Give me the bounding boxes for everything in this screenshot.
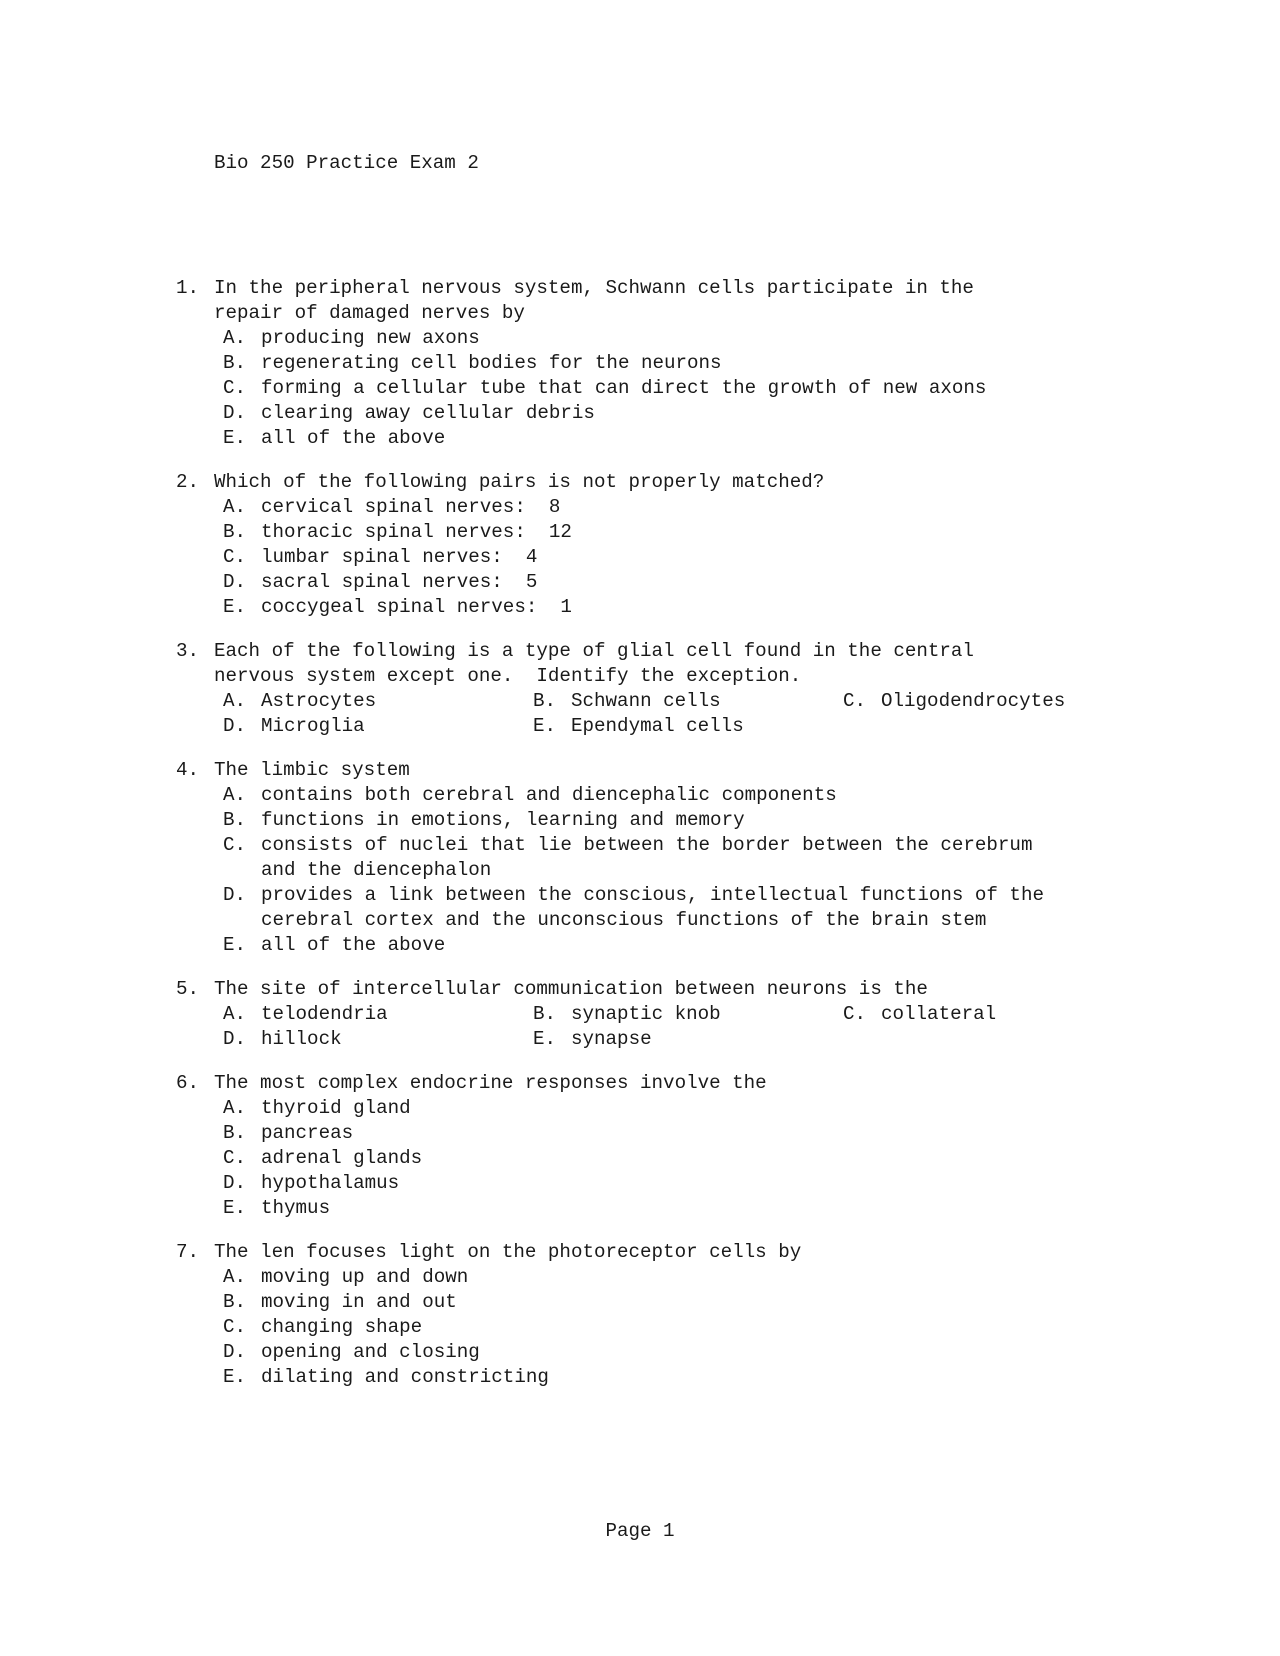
answer-option <box>223 714 533 739</box>
answer-option <box>223 1171 1176 1196</box>
question-number: 5. <box>176 978 200 1000</box>
option-letter: D. <box>223 1028 247 1050</box>
question-4 <box>176 758 1176 958</box>
answer-option <box>223 520 1176 545</box>
option-letter: E. <box>223 596 247 618</box>
question-number: 6. <box>176 1072 200 1094</box>
option-text: thymus <box>261 1197 331 1219</box>
option-text: synaptic knob <box>571 1003 721 1025</box>
option-letter: A. <box>223 784 247 806</box>
option-letter: B. <box>223 1122 247 1144</box>
option-letter: A. <box>223 1266 247 1288</box>
answer-option <box>223 570 1176 595</box>
answer-option <box>223 1290 1176 1315</box>
option-text: adrenal glands <box>261 1147 423 1169</box>
answer-option <box>223 1146 1176 1171</box>
option-text: provides a link between the conscious, intellectual functions of the cerebral cortex and the unconscious functions of the brain stem <box>261 884 1044 931</box>
answer-options <box>223 1096 1176 1221</box>
option-text: cervical spinal nerves: 8 <box>261 496 561 518</box>
question-text: In the peripheral nervous system, Schwann cells participate in the repair of damaged nerves by <box>214 277 974 324</box>
question-stem <box>176 1240 1176 1265</box>
answer-option <box>223 1315 1176 1340</box>
option-text: forming a cellular tube that can direct the growth of new axons <box>261 377 987 399</box>
option-text: hillock <box>261 1028 342 1050</box>
question-stem <box>176 1071 1176 1096</box>
option-text: coccygeal spinal nerves: 1 <box>261 596 572 618</box>
option-text: all of the above <box>261 427 446 449</box>
document-title: Bio 250 Practice Exam 2 <box>214 152 479 174</box>
question-6 <box>176 1071 1176 1221</box>
answer-option <box>223 326 1176 351</box>
option-text: functions in emotions, learning and memory <box>261 809 745 831</box>
option-text: Astrocytes <box>261 690 377 712</box>
question-text: Which of the following pairs is not properly matched? <box>214 471 825 493</box>
option-text: regenerating cell bodies for the neurons <box>261 352 722 374</box>
answer-option <box>223 1196 1176 1221</box>
answer-option <box>223 808 1176 833</box>
option-letter: E. <box>223 1366 247 1388</box>
answer-options <box>223 495 1176 620</box>
answer-option <box>223 595 1176 620</box>
option-text: dilating and constricting <box>261 1366 549 1388</box>
option-text: synapse <box>571 1028 652 1050</box>
question-number: 7. <box>176 1241 200 1263</box>
answer-option <box>533 714 843 739</box>
option-text: Oligodendrocytes <box>881 690 1066 712</box>
answer-option <box>843 1002 1153 1027</box>
option-text: Microglia <box>261 715 365 737</box>
answer-option <box>223 933 1176 958</box>
option-row <box>223 1002 1176 1027</box>
question-text: The limbic system <box>214 759 410 781</box>
question-list <box>176 276 1176 1409</box>
option-letter: B. <box>533 1003 557 1025</box>
option-text: pancreas <box>261 1122 354 1144</box>
question-number: 1. <box>176 277 200 299</box>
option-letter: E. <box>533 1028 557 1050</box>
option-row <box>223 714 1176 739</box>
option-letter: E. <box>223 934 247 956</box>
option-text: collateral <box>881 1003 997 1025</box>
option-row <box>223 689 1176 714</box>
answer-option <box>223 1265 1176 1290</box>
question-text: Each of the following is a type of glial cell found in the central nervous system except one. Identify the exception. <box>214 640 974 687</box>
answer-option <box>223 351 1176 376</box>
answer-option <box>843 689 1153 714</box>
question-text: The most complex endocrine responses involve the <box>214 1072 767 1094</box>
option-letter: A. <box>223 327 247 349</box>
option-text: Schwann cells <box>571 690 721 712</box>
option-letter: C. <box>223 1316 247 1338</box>
option-text: contains both cerebral and diencephalic components <box>261 784 837 806</box>
option-letter: B. <box>223 809 247 831</box>
question-stem <box>176 276 1176 326</box>
option-letter: C. <box>223 1147 247 1169</box>
answer-options <box>223 1265 1176 1390</box>
option-letter: A. <box>223 1097 247 1119</box>
answer-option <box>223 1027 533 1052</box>
option-letter: D. <box>223 715 247 737</box>
question-stem <box>176 639 1176 689</box>
answer-option <box>223 883 1176 933</box>
option-text: opening and closing <box>261 1341 480 1363</box>
option-text: lumbar spinal nerves: 4 <box>261 546 538 568</box>
option-letter: E. <box>533 715 557 737</box>
option-letter: E. <box>223 1197 247 1219</box>
option-letter: C. <box>223 546 247 568</box>
option-letter: B. <box>223 352 247 374</box>
answer-option <box>223 1002 533 1027</box>
answer-option <box>223 545 1176 570</box>
question-number: 2. <box>176 471 200 493</box>
question-text: The len focuses light on the photoreceptor cells by <box>214 1241 802 1263</box>
option-text: consists of nuclei that lie between the border between the cerebrum and the diencephalon <box>261 834 1033 881</box>
option-text: moving up and down <box>261 1266 469 1288</box>
question-number: 4. <box>176 759 200 781</box>
option-text: hypothalamus <box>261 1172 400 1194</box>
answer-option <box>533 1027 843 1052</box>
question-stem <box>176 470 1176 495</box>
option-letter: A. <box>223 1003 247 1025</box>
option-text: Ependymal cells <box>571 715 744 737</box>
option-text: thyroid gland <box>261 1097 411 1119</box>
answer-option <box>533 689 843 714</box>
question-3 <box>176 639 1176 739</box>
page-number: Page 1 <box>605 1520 675 1542</box>
answer-option <box>223 426 1176 451</box>
question-7 <box>176 1240 1176 1390</box>
answer-option <box>223 1096 1176 1121</box>
option-letter: B. <box>223 521 247 543</box>
question-1 <box>176 276 1176 451</box>
answer-option <box>223 1365 1176 1390</box>
answer-option <box>223 783 1176 808</box>
answer-option <box>533 1002 843 1027</box>
option-letter: B. <box>223 1291 247 1313</box>
answer-options <box>223 783 1176 958</box>
question-stem <box>176 758 1176 783</box>
option-text: moving in and out <box>261 1291 457 1313</box>
option-letter: D. <box>223 1341 247 1363</box>
option-letter: C. <box>223 834 247 856</box>
question-2 <box>176 470 1176 620</box>
answer-option <box>223 376 1176 401</box>
option-text: thoracic spinal nerves: 12 <box>261 521 572 543</box>
answer-option <box>223 495 1176 520</box>
option-letter: B. <box>533 690 557 712</box>
question-5 <box>176 977 1176 1052</box>
option-letter: E. <box>223 427 247 449</box>
option-text: changing shape <box>261 1316 423 1338</box>
answer-options <box>223 326 1176 451</box>
option-text: sacral spinal nerves: 5 <box>261 571 538 593</box>
option-letter: D. <box>223 402 247 424</box>
option-letter: C. <box>843 690 867 712</box>
option-text: telodendria <box>261 1003 388 1025</box>
option-text: all of the above <box>261 934 446 956</box>
option-text: producing new axons <box>261 327 480 349</box>
answer-option <box>223 401 1176 426</box>
option-letter: D. <box>223 1172 247 1194</box>
option-letter: D. <box>223 571 247 593</box>
option-letter: C. <box>843 1003 867 1025</box>
option-letter: C. <box>223 377 247 399</box>
answer-options <box>223 1002 1176 1052</box>
option-letter: A. <box>223 690 247 712</box>
question-number: 3. <box>176 640 200 662</box>
option-letter: A. <box>223 496 247 518</box>
question-text: The site of intercellular communication between neurons is the <box>214 978 928 1000</box>
answer-options <box>223 689 1176 739</box>
answer-option <box>223 1121 1176 1146</box>
question-stem <box>176 977 1176 1002</box>
answer-option <box>223 1340 1176 1365</box>
answer-option <box>223 689 533 714</box>
answer-option <box>223 833 1176 883</box>
option-letter: D. <box>223 884 247 906</box>
option-row <box>223 1027 1176 1052</box>
option-text: clearing away cellular debris <box>261 402 595 424</box>
